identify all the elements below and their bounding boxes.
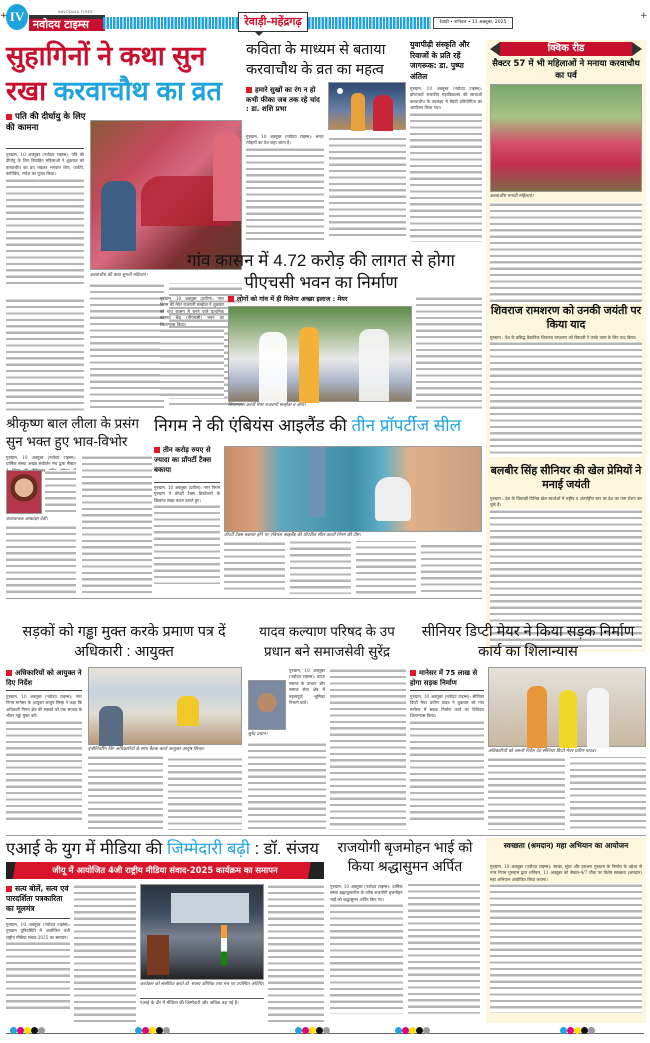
headline-balbir: बलबीर सिंह सीनियर की खेल प्रेमियों ने मनाई जयंती — [490, 465, 642, 491]
story-kavita — [246, 40, 406, 250]
text-filler — [6, 525, 76, 593]
registration-dot — [416, 1027, 423, 1034]
article-body-lower — [6, 525, 76, 593]
brand-small: NAVODAYA TIMES — [58, 10, 93, 14]
article-body: गुरुग्राम, 10 अक्तूबर (नवोदय टाइम्स): धार्मिक संस्था ब्रह्माकुमारीज के वरिष्ठ राजयोगी बृजमोहन भाई को श्रद्धासुमन अर्पित किए गए। — [330, 884, 480, 1021]
continuation-note: एआई के दौर में मीडिया की जिम्मेदारी और अधिक बढ़ गई है। — [140, 998, 264, 1007]
article-body-cols — [224, 541, 482, 595]
story-phc-kasan — [160, 250, 482, 415]
article-body: गुरुग्राम, 10 अक्तूबर (नवोदय टाइम्स): यादव समाज के उत्थान और समाज सेवा क्षेत्र में महत्वपूर्ण भूमिका निभाने वाले। — [289, 668, 325, 706]
text-filler — [416, 296, 482, 412]
photo-caption: शिलान्यास करतीं मेयर राजरानी मल्होत्रा व अन्य। — [228, 403, 306, 408]
article-body-wrap — [45, 470, 76, 514]
dateline: रेवाड़ी • शनिवार • 11 अक्तूबर, 2025 — [433, 17, 513, 29]
text-filler — [490, 883, 642, 1013]
text-filler — [6, 720, 82, 820]
headline: कविता के माध्यम से बताया करवाचौथ के व्रत का महत्व — [246, 42, 386, 78]
article-body-shivraj: गुरुग्राम : देश के प्रसिद्ध वैज्ञानिक शिवराज रामशरण को बिरादरी ने उनके काम के लिए याद किया। — [490, 335, 642, 463]
article-body-right — [416, 296, 482, 412]
story-brijmohan — [330, 838, 480, 1023]
text-filler — [268, 884, 324, 1022]
headline-part-dark: रखा — [6, 76, 47, 106]
headline: गांव कासन में 4.72 करोड़ की लागत से होगा पीएचसी भवन का निर्माण — [187, 251, 455, 292]
headline: सड़कों को गड्ढा मुक्त करके प्रमाण पत्र दें अधिकारी : आयुक्त — [22, 624, 226, 660]
article-body: गुरुग्राम, 10 अक्तूबर (नवोदय टाइम्स): द्रोणाचार्य राजकीय महाविद्यालय की छात्राओं करवाचौथ के उपलक्ष्य में मेहंदी प्रतियोगिता का आयोजन किया गया। — [410, 86, 482, 246]
page-number-badge: IV — [6, 4, 28, 30]
quick-read-arrow-left — [490, 42, 500, 56]
section-divider — [6, 835, 646, 836]
story-swachhta — [486, 838, 646, 1023]
headline: स्वच्छता (श्रमदान) महा अभियान का आयोजन — [503, 841, 629, 850]
registration-dot — [38, 1027, 45, 1034]
registration-dot — [560, 1027, 567, 1034]
divider — [410, 690, 484, 691]
stripe-right — [308, 17, 431, 29]
headline: युवापीढ़ी संस्कृति और रिवाजों के प्रति रहें जागरूक: डा. पुष्पा अंतिल — [410, 40, 470, 81]
article-body-lower — [248, 742, 326, 830]
story-yadav-kalyan — [248, 622, 406, 832]
article-body: गुरुग्राम, 10 अक्तूबर (नवोदय टाइम्स): गुरुग्राम यूनिवर्सिटी में आयोजित 4थी राष्ट्रीय मीडिया संवाद-2025 का समापन। — [6, 922, 70, 1022]
bullet-icon — [410, 670, 416, 676]
photo-caption: इंजीनियरिंग विंग अधिकारियों के साथ बैठक करते आयुक्त आयुष सिन्हा। — [88, 747, 205, 752]
headline: यादव कल्याण परिषद के उप प्रधान बने समाजसेवी सुरेंद्र — [259, 624, 395, 659]
photo-caption: कार्यक्रम को संबोधित करते डॉ. संजय कौशिक तथा मंच पर उपस्थित अतिथि। — [140, 982, 264, 987]
headline-line-1: श्रीकृष्ण बाल लीला के प्रसंग — [6, 416, 139, 431]
registration-dot — [149, 1027, 156, 1034]
registration-dot — [10, 1027, 17, 1034]
divider — [6, 148, 84, 149]
article-body-col1-continued — [6, 298, 84, 413]
edition-label: रेवाड़ी-महेंद्रगढ़ — [238, 12, 308, 32]
registration-dot — [302, 1027, 309, 1034]
headline-line-1: सुहागिनों ने कथा सुन — [6, 41, 206, 71]
quick-read-label: क्विक रीड — [500, 42, 632, 56]
bullet-icon — [6, 114, 12, 120]
text-filler — [88, 755, 242, 830]
registration-cross: + — [640, 11, 648, 21]
headline-part-dark: एआई के युग में मीडिया की — [6, 840, 163, 858]
article-body-col2 — [82, 455, 152, 593]
event-banner: जीयू में आयोजित 4जी राष्ट्रीय मीडिया संवाद-2025 कार्यक्रम का समापन — [6, 862, 324, 879]
brand-logo: नवोदय टाइम्स — [29, 15, 105, 31]
text-filler — [82, 455, 152, 593]
text-filler — [6, 178, 84, 288]
registration-strip — [0, 1027, 650, 1043]
headline-part-dark: निगम ने की एंबियंस आइलैंड की — [154, 416, 347, 435]
bullet-icon — [228, 296, 234, 302]
subheading: लोगों को गांव में ही मिलेगा अच्छा इलाज : मेयर — [228, 295, 412, 304]
photo-sector57-women — [490, 84, 642, 192]
registration-dot — [574, 1027, 581, 1034]
photo-kathavachak — [6, 470, 42, 514]
headline-line-2 — [6, 75, 222, 108]
masthead — [0, 0, 650, 40]
registration-cross: + — [0, 11, 8, 21]
text-filler — [410, 720, 484, 820]
registration-dot — [409, 1027, 416, 1034]
registration-dot — [588, 1027, 595, 1034]
text-filler — [154, 504, 220, 584]
registration-dot — [163, 1027, 170, 1034]
photo-caption: सुरेंद्र प्रधान। — [248, 732, 268, 737]
edition-pointer — [254, 31, 264, 36]
quick-read-sidebar — [486, 40, 646, 652]
registration-dot — [142, 1027, 149, 1034]
headline — [6, 838, 324, 860]
text-filler — [490, 341, 642, 457]
story-ambience-island — [154, 415, 482, 595]
registration-dot — [156, 1027, 163, 1034]
text-filler — [330, 884, 480, 1014]
registration-dot — [402, 1027, 409, 1034]
article-body-col4 — [268, 884, 324, 1022]
story-roads-pothole — [6, 622, 242, 832]
registration-dot — [31, 1027, 38, 1034]
article-body: गुरुग्राम, 10 अक्तूबर (नवोदय टाइम्स): नगर निगम मानेसर के आयुक्त आयुष सिन्हा ने कहा कि अधिकारी निगम क्षेत्र की सड़कों को एक सप्ताह के भीतर गड्ढा मुक्त करें। — [6, 694, 82, 830]
registration-dot — [295, 1027, 302, 1034]
divider — [6, 918, 70, 919]
headline: सैक्टर 57 में भी महिलाओं ने मनाया करवाचौथ का पर्व — [492, 59, 640, 81]
text-filler — [246, 134, 406, 240]
article-body: गुरुग्राम, 10 अक्तूबर (प्रवीण): नगर निगम की मेयर राजरानी मल्होत्रा ने शुक्रवार को गांव कासन में बनने वाले प्राथमिक स्वास्थ्य केंद्र (पीएचसी) भवन का शिलान्यास किया। — [160, 296, 224, 412]
subheading: हमारे सुखों का रंग न हो कभी फीका जब तक रहे चांद : डा. शशि प्रभा — [246, 86, 320, 113]
divider — [6, 690, 82, 691]
headline-part-end: : डॉ. संजय — [254, 840, 319, 858]
photo-women-karwachauth — [90, 120, 242, 270]
article-body — [490, 202, 642, 304]
photo-deputy-mayor — [488, 667, 646, 747]
article-body: गुरुग्राम, 10 अक्तूबर (नवोदय टाइम्स): पति की दीर्घायु के लिए विवाहित महिलाओं ने शुक्रवार को करवाचौथ का व्रत रखकर भगवान शिव, पार्वती, कार्तिकेय, गणेश का पूजन किया। — [6, 152, 84, 296]
text-filler — [224, 541, 482, 594]
photo-media-samvad — [140, 884, 264, 980]
subheading: सत्य बोलें, सत्य एवं पारदर्शिता पत्रकारिता का मूलमंत्र — [6, 884, 69, 913]
subheading: तीन करोड़ रुपए से ज्यादा का प्रॉपर्टी टैक्स बकाया — [154, 446, 212, 474]
registration-dot — [309, 1027, 316, 1034]
text-filler — [248, 742, 326, 830]
text-filler — [160, 328, 224, 398]
illustration-karwachauth — [328, 82, 406, 130]
article-body: गुरुग्राम, 10 अक्तूबर (प्रवीण): नगर निगम गुरुग्राम ने प्रॉपर्टी टैक्स डिफॉल्टरों के खिलाफ सख्त कदम उठाते हुए। — [154, 485, 220, 595]
registration-dot — [316, 1027, 323, 1034]
article-body-col2 — [74, 884, 136, 1022]
photo-sealing-property — [224, 446, 482, 532]
section-divider — [6, 598, 482, 599]
article-body: गुरुग्राम, 10 अक्तूबर (नवोदय टाइम्स): स्वच्छ, सुंदर और हराभरा गुरुग्राम के निर्माण के उद्देश्य से नगर निगम गुरुग्राम द्वारा शनिवार, 11 अक्तूबर को सेक्टर-4/7 चौक पर विशेष स्वच्छता (श्रमदान) महा अभियान आयोजित किया जाएगा। — [490, 864, 642, 1021]
text-filler — [45, 470, 76, 514]
subheading: मानेसर में 75 लाख से होगा सड़क निर्माण — [410, 669, 478, 687]
quick-read-arrow-right — [632, 42, 642, 56]
article-body: गुरुग्राम, 10 अक्तूबर (नवोदय टाइम्स): धार्मिक संस्था अखंड संकीर्तन मंच द्वारा सैक्टर — [6, 455, 76, 467]
text-filler — [490, 202, 642, 304]
divider — [154, 482, 220, 483]
article-body-balbir: गुरुग्राम : देश के खिलाड़ी विभिन्न खेल स्पर्धाओं में राष्ट्रीय व अंतर्राष्ट्रीय स्तर पर देश का नाम रोशन कर चुके हैं। — [490, 496, 642, 648]
photo-phc-foundation — [228, 306, 412, 402]
registration-dot — [135, 1027, 142, 1034]
headline: राजयोगी बृजमोहन भाई को किया श्रद्धासुमन अर्पित — [337, 839, 473, 874]
registration-dot — [423, 1027, 430, 1034]
text-filler — [488, 757, 646, 830]
story-deputy-mayor — [410, 622, 646, 832]
subheading: अधिकारियों को आयुक्त ने दिए निर्देश — [6, 669, 82, 687]
article-body-col2 — [330, 668, 406, 830]
registration-dot — [17, 1027, 24, 1034]
photo-caption: अधिकारियों को जरूरी निर्देश देते सीनियर डिप्टी मेयर प्रवीण यादव। — [488, 749, 596, 754]
article-body: गुरुग्राम, 10 अक्तूबर (नवोदय टाइम्स): भारत त्योहारों का देश कहा जाता है। — [246, 134, 406, 248]
photo-caption: करवाचौथ मनाती महिलाएं। — [490, 194, 534, 199]
article-body: गुरुग्राम, 10 अक्तूबर (नवोदय टाइम्स): सीनियर डिप्टी मेयर प्रवीण यादव ने शुक्रवार को गांव मानेसर में सड़क निर्माण कार्य का विधिवत शिलान्यास किया। — [410, 694, 484, 830]
photo-commissioner-meeting — [88, 667, 242, 745]
story-yuvapeedhi — [410, 40, 482, 250]
headline-part-blue: जिम्मेदारी बढ़ी — [167, 840, 250, 858]
text-filler — [410, 112, 482, 242]
bullet-icon — [246, 87, 252, 93]
headline — [154, 415, 482, 437]
story-ai-media — [6, 838, 324, 1023]
headline-shivraj: शिवराज रामशरण को उनकी जयंती पर किया याद — [490, 305, 642, 331]
text-filler — [330, 668, 406, 830]
story-shrikrishna — [6, 415, 152, 595]
photo-surender — [248, 680, 286, 730]
photo-caption: प्रॉपर्टी टैक्स बकाया होने पर एंबियंस आइलैंड की प्रॉपर्टीज सील करती निगम की टीम। — [224, 533, 361, 538]
registration-dot — [567, 1027, 574, 1034]
text-filler — [6, 298, 84, 413]
article-body-cols — [488, 757, 646, 830]
photo-caption: कथावाचक आकांक्षा देवी। — [6, 517, 48, 522]
photo-caption: करवाचौथ की कथा सुनती महिलाएं। — [90, 273, 148, 278]
bullet-icon — [6, 886, 12, 892]
text-filler — [74, 884, 136, 1022]
text-filler — [6, 941, 70, 1011]
registration-dot — [581, 1027, 588, 1034]
headline-line-2: सुन भक्त हुए भाव-विभोर — [6, 434, 128, 449]
headline-part-blue: तीन प्रॉपर्टीज सील — [351, 416, 462, 435]
subheading: पति की दीर्घायु के लिए की कामना — [6, 112, 86, 133]
registration-dot — [323, 1027, 330, 1034]
bullet-icon — [154, 447, 160, 453]
registration-dot — [395, 1027, 402, 1034]
headline-part-blue: करवाचौथ का व्रत — [53, 76, 222, 106]
headline: सीनियर डिप्टी मेयर ने किया सड़क निर्माण कार्य का शिलान्यास — [421, 624, 635, 660]
article-body-cols — [88, 755, 242, 830]
registration-dot — [24, 1027, 31, 1034]
stripe-left — [103, 17, 238, 29]
bullet-icon — [6, 670, 12, 676]
